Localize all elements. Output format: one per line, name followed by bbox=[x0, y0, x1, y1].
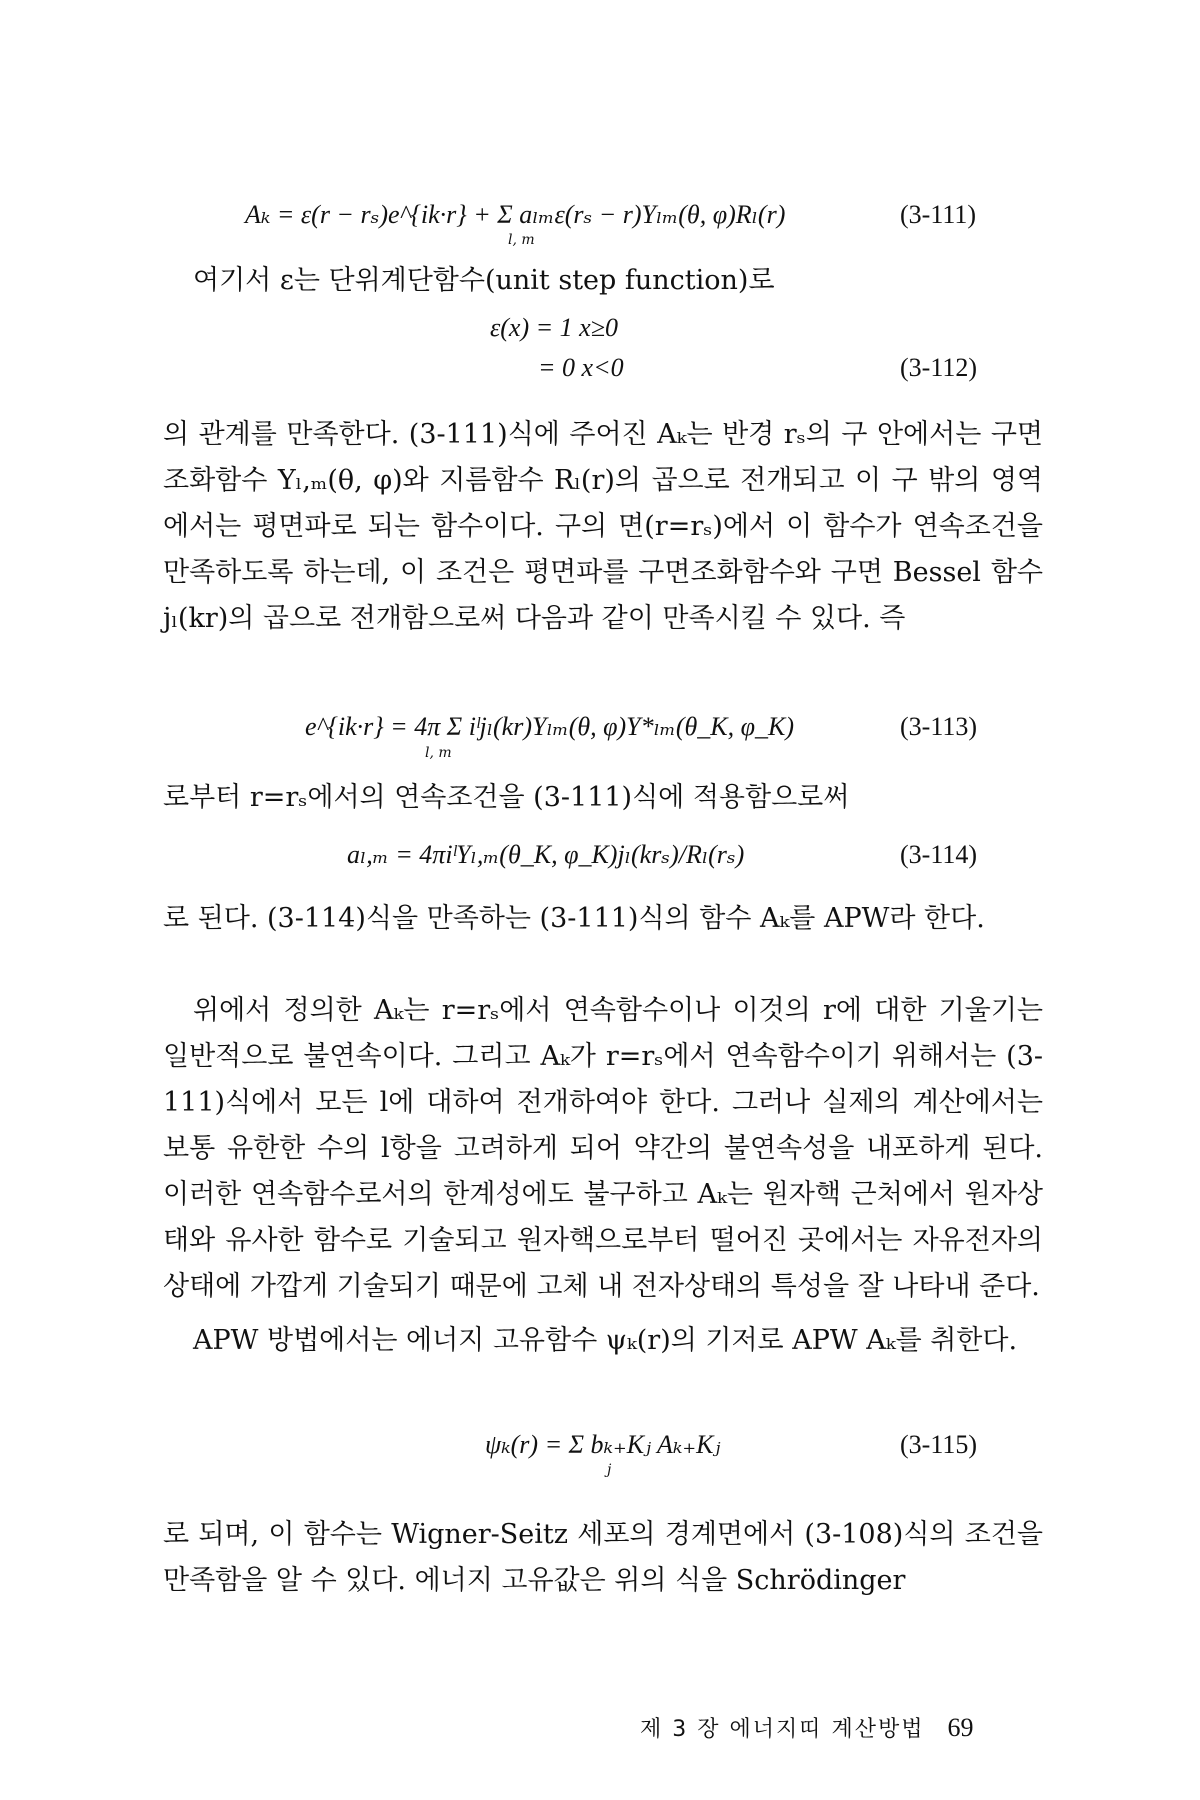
equation-number-3-114: (3-114) bbox=[900, 840, 978, 869]
paragraph-6 bbox=[163, 1318, 1043, 1364]
footer-chapter: 제 3 장 에너지띠 계산방법 bbox=[640, 1717, 925, 1742]
paragraph-3-text: 로부터 r=rₛ에서의 연속조건을 (3-111)식에 적용함으로써 bbox=[163, 782, 850, 813]
paragraph-7 bbox=[163, 1512, 1043, 1604]
paragraph-7-text: 로 되며, 이 함수는 Wigner-Seitz 세포의 경계면에서 (3-108)식의 조건을 만족함을 알 수 있다. 에너지 고유값은 위의 식을 Schrödinger bbox=[163, 1519, 1043, 1596]
paragraph-2-text: 의 관계를 만족한다. (3-111)식에 주어진 Aₖ는 반경 rₛ의 구 안에서는 구면조화함수 Yₗ,ₘ(θ, φ)와 지름함수 Rₗ(r)의 곱으로 전개되고 이 구 밖의 영역에서는 평면파로 되는 함수이다. 구의 면(r=rₛ)에서 이 함수가 연속조건을 만족하도록 하는데, 이 조건은 평면파를 구면조화함수와 구면 Bessel 함수 jₗ(kr)의 곱으로 전개함으로써 다음과 같이 만족시킬 수 있다. 즉 bbox=[163, 419, 1043, 634]
equation-number-3-111: (3-111) bbox=[900, 200, 977, 229]
sum-index-lm-2: l, m bbox=[425, 745, 452, 761]
equation-number-3-112: (3-112) bbox=[900, 353, 978, 382]
paragraph-1 bbox=[163, 258, 1043, 304]
paragraph-5-text: 위에서 정의한 Aₖ는 r=rₛ에서 연속함수이나 이것의 r에 대한 기울기는 일반적으로 불연속이다. 그리고 Aₖ가 r=rₛ에서 연속함수이기 위해서는 (3-111)식에서 모든 l에 대하여 전개하여야 한다. 그러나 실제의 계산에서는 보통 유한한 수의 l항을 고려하게 되어 약간의 불연속성을 내포하게 된다. 이러한 연속함수로서의 한계성에도 불구하고 Aₖ는 원자핵 근처에서 원자상태와 유사한 함수로 기술되고 원자핵으로부터 떨어진 곳에서는 자유전자의 상태에 가깝게 기술되기 때문에 고체 내 전자상태의 특성을 잘 나타내 준다. bbox=[163, 995, 1043, 1302]
equation-3-114: aₗ,ₘ = 4πiˡYₗ,ₘ(θ_K, φ_K)jₗ(krₛ)/Rₗ(rₛ) bbox=[347, 840, 745, 869]
paragraph-4-text: 로 된다. (3-114)식을 만족하는 (3-111)식의 함수 Aₖ를 APW라 한다. bbox=[163, 903, 985, 934]
sum-index-j: j bbox=[607, 1462, 612, 1478]
paragraph-1-text: 여기서 ε는 단위계단함수(unit step function)로 bbox=[193, 265, 775, 296]
equation-3-112-line1: ε(x) = 1 x≥0 bbox=[490, 313, 618, 342]
page-footer bbox=[640, 1712, 974, 1743]
paragraph-3 bbox=[163, 775, 1043, 821]
paragraph-5 bbox=[163, 988, 1043, 1310]
equation-3-113: e^{ik·r} = 4π Σ iˡjₗ(kr)Yₗₘ(θ, φ)Y*ₗₘ(θ_K, φ_K) bbox=[305, 712, 795, 741]
equation-number-3-115: (3-115) bbox=[900, 1430, 978, 1459]
equation-3-111: Aₖ = ε(r − rₛ)e^{ik·r} + Σ aₗₘε(rₛ − r)Yₗₘ(θ, φ)Rₗ(r) bbox=[245, 200, 786, 229]
paragraph-2 bbox=[163, 412, 1043, 642]
equation-number-3-113: (3-113) bbox=[900, 712, 978, 741]
paragraph-6-text: APW 방법에서는 에너지 고유함수 ψₖ(r)의 기저로 APW Aₖ를 취한다. bbox=[193, 1325, 1018, 1356]
page-number: 69 bbox=[947, 1713, 974, 1742]
equation-3-112-line2: = 0 x<0 bbox=[538, 353, 624, 382]
equation-3-115: ψₖ(r) = Σ bₖ₊Kⱼ Aₖ₊Kⱼ bbox=[485, 1430, 721, 1459]
paragraph-4 bbox=[163, 896, 1043, 942]
sum-index-lm: l, m bbox=[508, 232, 535, 248]
